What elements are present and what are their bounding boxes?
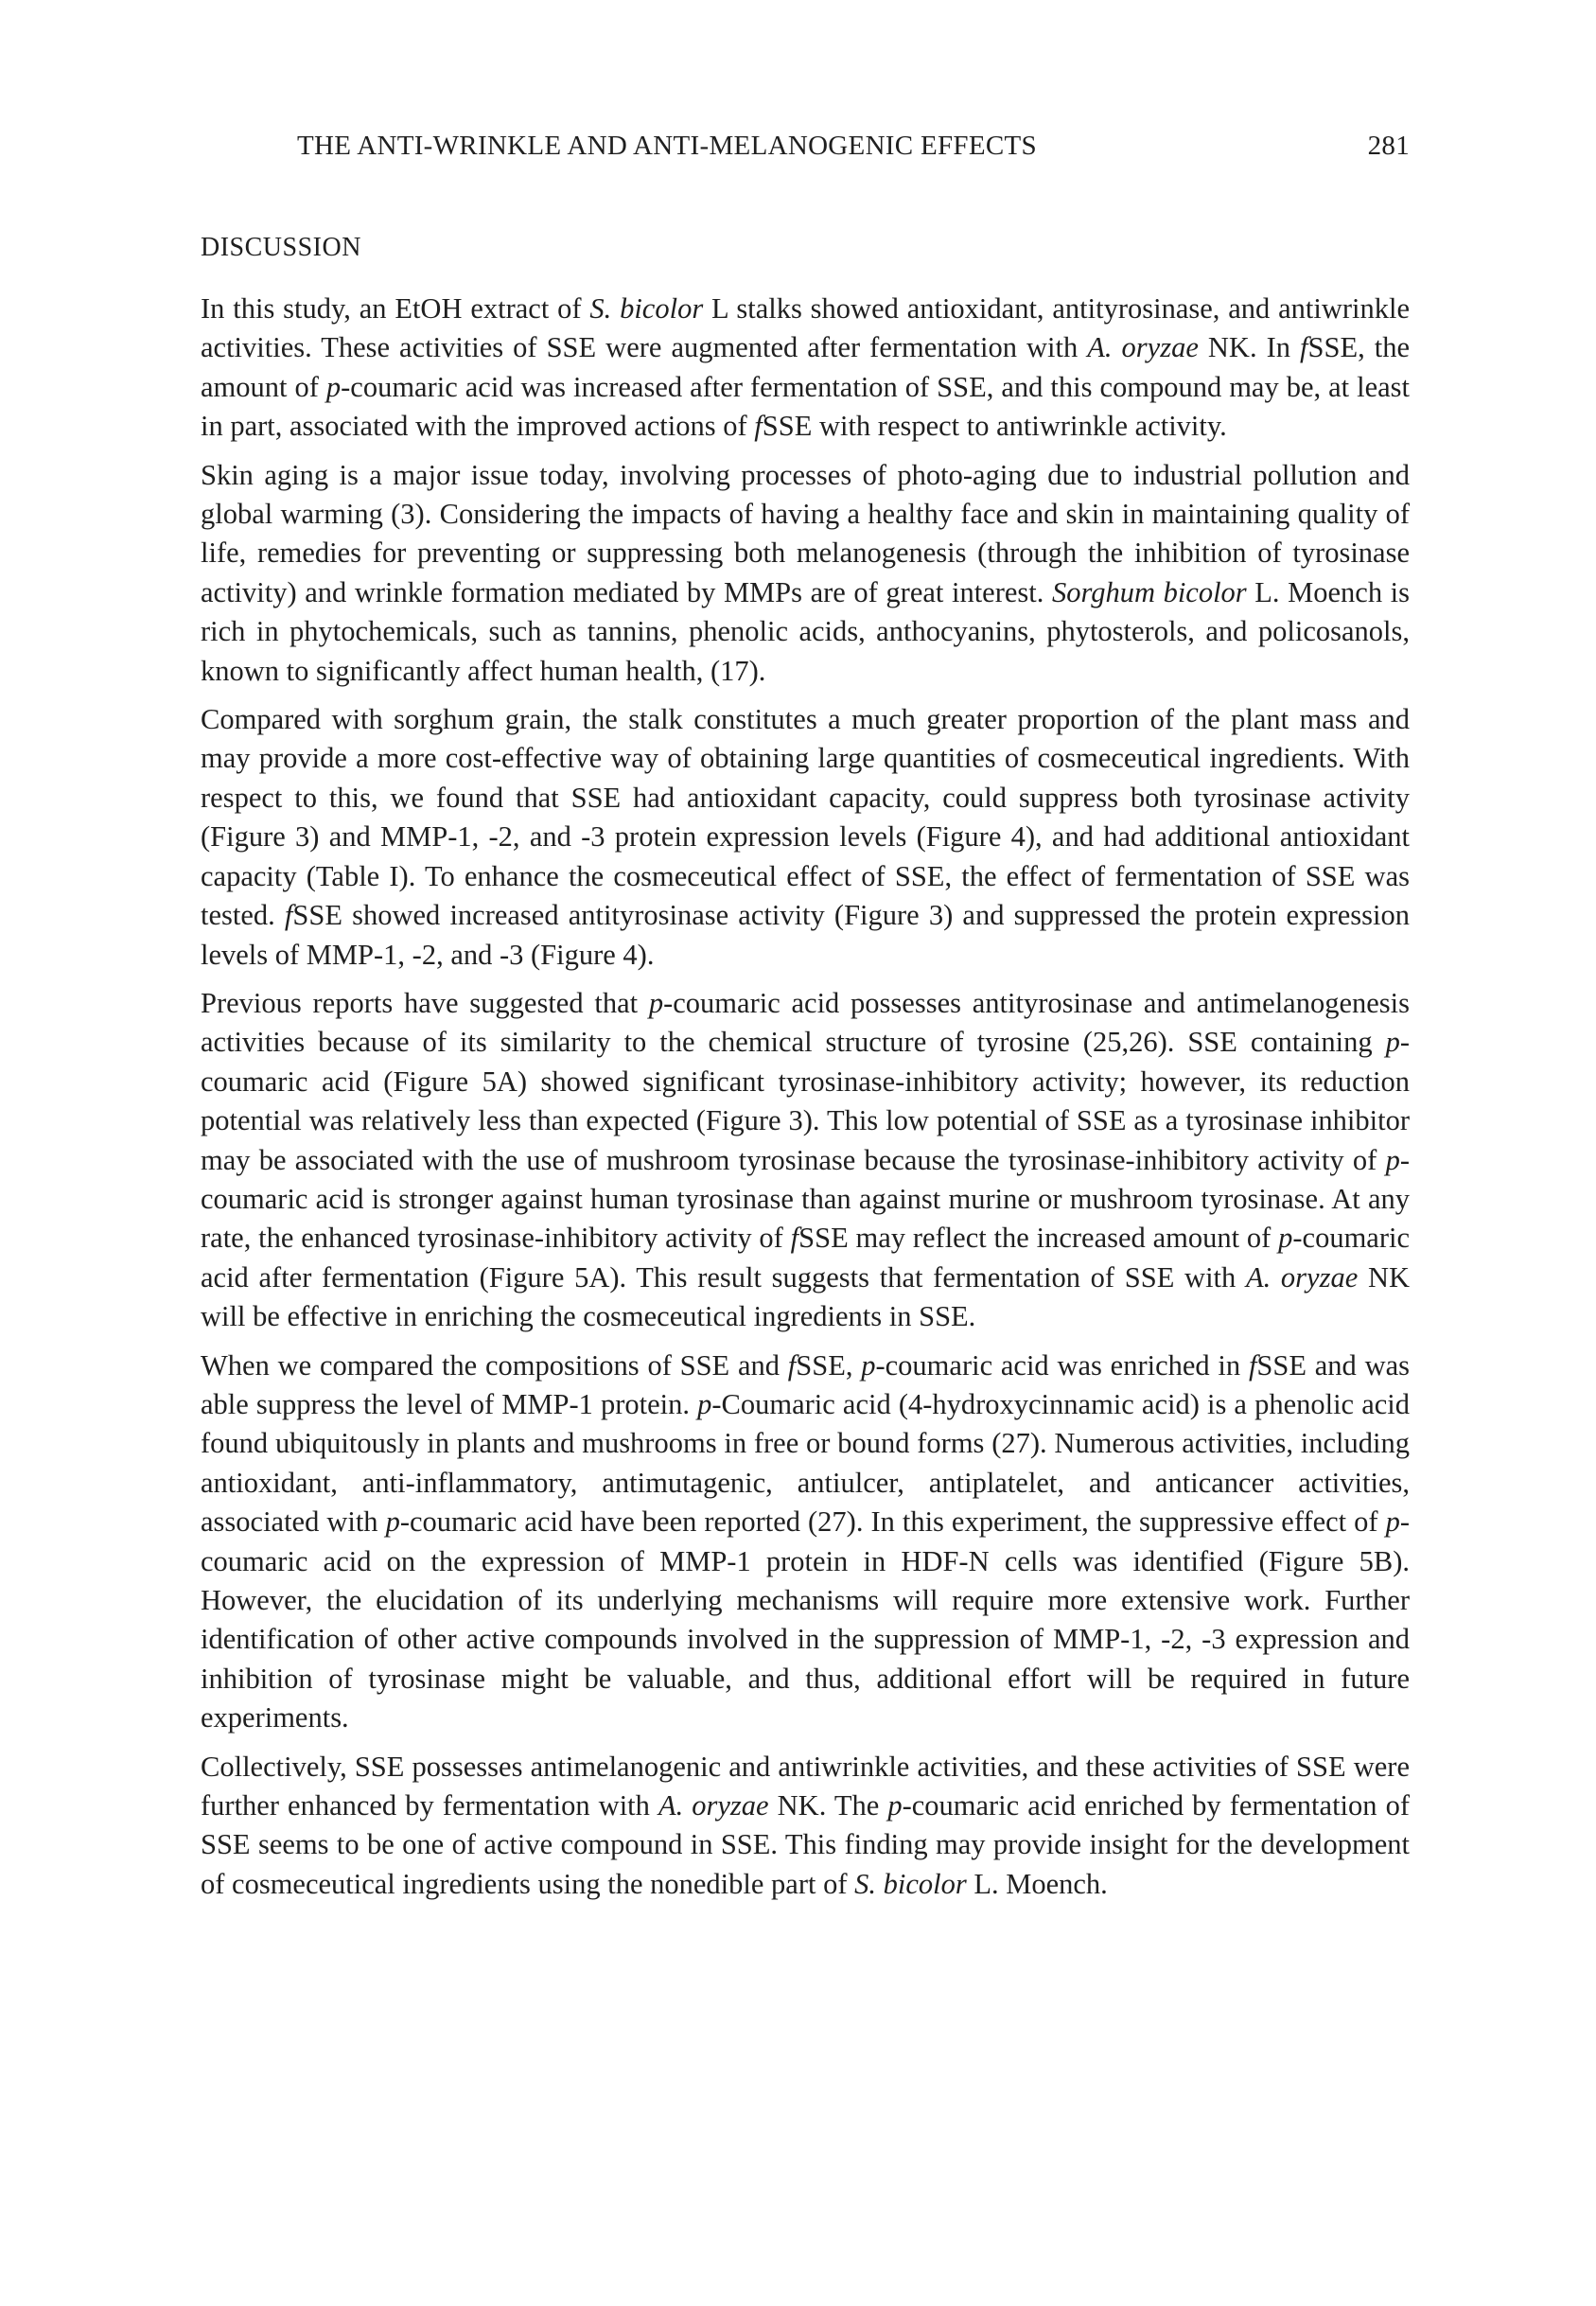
italic-text: f [754,410,763,443]
italic-text: p [1385,1143,1400,1176]
italic-text: f [790,1222,799,1255]
text-run: NK. In [1198,331,1301,364]
text-run: Compared with sorghum grain, the stalk constitutes a much greater proportion of the plant mass and may provide a more cost-effective way of obtaining large quantities of cosmeceutical ingredients. With respect to this, we found that SSE had antioxidant capacity, could suppress both tyrosinase activity (Figure 3) and MMP-1, -2, and -3 protein expression levels (Figure 4), and had additional antioxidant capacity (Table I). To enhance the cosmeceutical effect of SSE, the effect of fermentation of SSE was tested. [201,703,1410,932]
italic-text: f [787,1348,797,1382]
paragraph [201,984,1410,1337]
text-run: NK. The [768,1789,888,1822]
italic-text: f [284,899,293,932]
italic-text: Sorghum bicolor [1051,575,1247,608]
paragraph [201,290,1410,447]
italic-text: A. oryzae [658,1789,769,1822]
italic-text: p [887,1789,903,1822]
text-run: L. Moench. [966,1867,1108,1900]
text-run: -Coumaric acid (4-hydroxycinnamic acid) is a phenolic acid found ubiquitously in plants and mushrooms in free or bound forms (27). Numerous activities, including antioxidant, anti-inflammatory, antimutagenic, antiulcer, antiplatelet, and anticancer activities, associated with [201,1387,1410,1539]
text-run: NK will be effective in enriching the cosmeceutical ingredients in SSE. [201,1260,1411,1333]
italic-text: p [1385,1026,1400,1059]
paragraph [201,1748,1410,1905]
italic-text: A. oryzae [1087,331,1199,364]
italic-text: S. bicolor [589,292,704,325]
paragraph [201,456,1410,691]
text-run: When we compared the compositions of SSE and [201,1348,788,1382]
text-run: Previous reports have suggested that [201,986,649,1019]
italic-text: p [648,986,664,1019]
text-run: SSE, the amount of [201,331,1410,403]
text-run: SSE, [796,1348,862,1382]
text-run: L. Moench is rich in phytochemicals, such as tannins, phenolic acids, anthocyanins, phytosterols, and policosanols, known to significantly affect human health, (17). [201,575,1411,687]
italic-text: A. oryzae [1245,1260,1359,1294]
section-heading: DISCUSSION [201,233,361,262]
text-run: -coumaric acid is stronger against human tyrosinase than against murine or mushroom tyrosinase. At any rate, the enhanced tyrosinase-inhibitory activity of [201,1143,1410,1255]
text-run: SSE and was able suppress the level of MMP-1 protein. [201,1348,1410,1420]
text-run: In this study, an EtOH extract of [201,292,590,325]
text-run: Collectively, SSE possesses antimelanogenic and antiwrinkle activities, and these activities of SSE were further enhanced by fermentation with [201,1750,1410,1822]
italic-text: p [1385,1505,1400,1539]
page-number: 281 [1367,131,1410,161]
text-run: -coumaric acid after fermentation (Figure 5A). This result suggests that fermentation of SSE with [201,1222,1410,1294]
text-run: SSE may reflect the increased amount of [798,1222,1279,1255]
italic-text: S. bicolor [854,1867,967,1900]
text-run: -coumaric acid possesses antityrosinase and antimelanogenesis activities because of its similarity to the chemical structure of tyrosine (25,26). SSE containing [201,986,1410,1059]
text-run: -coumaric acid have been reported (27). In this experiment, the suppressive effect of [399,1505,1386,1539]
italic-text: p [325,370,342,403]
text-run: -coumaric acid (Figure 5A) showed significant tyrosinase-inhibitory activity; however, its reduction potential was relatively less than expected (Figure 3). This low potential of SSE as a tyrosinase inhibitor may be associated with the use of mushroom tyrosinase because the tyrosinase-inhibitory activity of [201,1026,1410,1176]
italic-text: f [1248,1348,1257,1382]
text-run: -coumaric acid enriched by fermentation of SSE seems to be one of active compound in SSE. This finding may provide insight for the development of cosmeceutical ingredients using the nonedible part of [201,1789,1410,1900]
text-run: SSE with respect to antiwrinkle activity. [762,410,1227,443]
running-head-title: THE ANTI-WRINKLE AND ANTI-MELANOGENIC EFFECTS [297,131,1037,161]
text-run: -coumaric acid on the expression of MMP-1 protein in HDF-N cells was identified (Figure 5B). However, the elucidation of its underlying mechanisms will require more extensive work. Further identification of other active compounds involved in the suppression of MMP-1, -2, -3 expression and inhibition of tyrosinase might be valuable, and thus, additional effort will be required in future experiments. [201,1505,1410,1734]
italic-text: p [1278,1222,1293,1255]
text-run: SSE showed increased antityrosinase activity (Figure 3) and suppressed the protein expression levels of MMP-1, -2, and -3 (Figure 4). [201,899,1410,971]
paragraph [201,700,1410,975]
body-text [201,290,1410,1913]
italic-text: p [697,1387,712,1420]
italic-text: p [385,1505,400,1539]
paragraph [201,1347,1410,1738]
italic-text: p [861,1348,876,1382]
text-run: -coumaric acid was increased after fermentation of SSE, and this compound may be, at least in part, associated with the improved actions of [201,370,1410,443]
text-run: L stalks showed antioxidant, antityrosinase, and antiwrinkle activities. These activities of SSE were augmented after fermentation with [201,292,1411,364]
italic-text: f [1300,331,1308,364]
text-run: Skin aging is a major issue today, involving processes of photo-aging due to industrial pollution and global warming (3). Considering the impacts of having a healthy face and skin in maintaining quality of life, remedies for preventing or suppressing both melanogenesis (through the inhibition of tyrosinase activity) and wrinkle formation mediated by MMPs are of great interest. [201,458,1410,608]
text-run: -coumaric acid was enriched in [875,1348,1249,1382]
